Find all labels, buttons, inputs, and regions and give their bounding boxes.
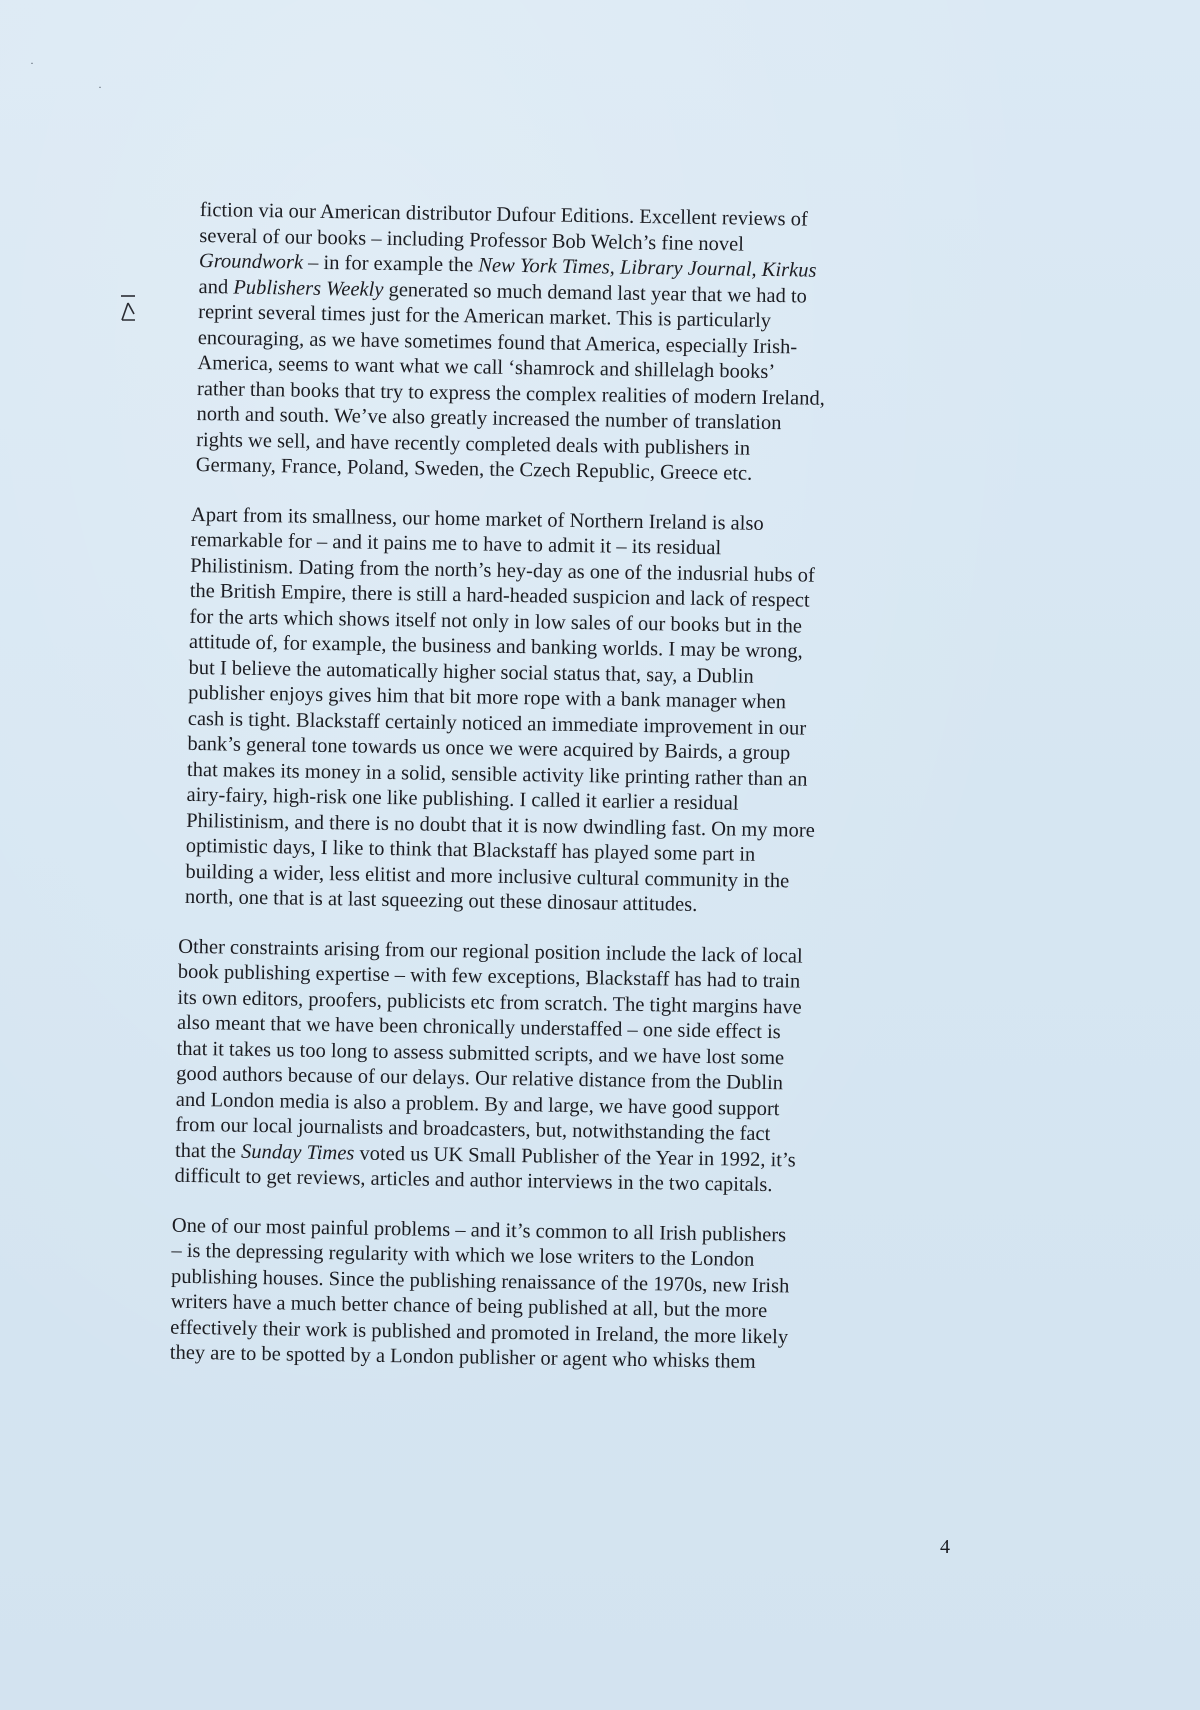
text-line: encouraging, as we have sometimes found that America, especially Irish- bbox=[197, 326, 798, 358]
text-line: and London media is also a problem. By and large, we have good support bbox=[175, 1088, 780, 1120]
paragraph-american-market bbox=[196, 198, 960, 490]
text-line: writers have a much better chance of being published at all, but the more bbox=[170, 1290, 768, 1323]
text-line: but I believe the automatically higher social status that, say, a Dublin bbox=[188, 656, 754, 688]
text-line: remarkable for – and it pains me to have to admit it – its residual bbox=[190, 528, 722, 560]
text-line: Philistinism, and there is no doubt that it is now dwindling fast. On my more bbox=[186, 809, 815, 842]
text-line: that the Sunday Times voted us UK Small Publisher of the Year in 1992, it’s bbox=[174, 1139, 796, 1171]
text-line: publisher enjoys gives him that bit more rope with a bank manager when bbox=[188, 681, 787, 714]
text-line: effectively their work is published and promoted in Ireland, the more likely bbox=[170, 1316, 789, 1348]
text-line: book publishing expertise – with few exceptions, Blackstaff has had to train bbox=[177, 960, 801, 993]
letter-body bbox=[169, 198, 960, 1402]
text-line: Other constraints arising from our regional position include the lack of local bbox=[178, 935, 803, 968]
text-line: also meant that we have been chronically understaffed – one side effect is bbox=[176, 1011, 781, 1044]
scan-speck: · bbox=[98, 80, 102, 94]
text-line: One of our most painful problems – and it’s common to all Irish publishers bbox=[171, 1214, 787, 1246]
text-line: – is the depressing regularity with which we lose writers to the London bbox=[171, 1239, 755, 1271]
text-line: north, one that is at last squeezing out these dinosaur attitudes. bbox=[184, 885, 698, 916]
text-line: they are to be spotted by a London publisher or agent who whisks them bbox=[169, 1341, 756, 1373]
text-line: Groundwork – in for example the New York Times, Library Journal, Kirkus bbox=[198, 249, 817, 282]
text-line: rather than books that try to express the complex realities of modern Ireland, bbox=[196, 377, 826, 410]
text-line: and Publishers Weekly generated so much demand last year that we had to bbox=[198, 275, 808, 308]
paragraph-regional-constraints bbox=[174, 934, 948, 1201]
text-line: rights we sell, and have recently completed deals with publishers in bbox=[196, 428, 751, 460]
text-line: optimistic days, I like to think that Blackstaff has played some part in bbox=[185, 834, 756, 866]
paragraph-home-market bbox=[185, 502, 955, 922]
text-line: that makes its money in a solid, sensible activity like printing rather than an bbox=[186, 758, 808, 791]
page-number: 4 bbox=[940, 1536, 950, 1558]
text-line: Philistinism. Dating from the north’s hey-day as one of the indusrial hubs of bbox=[190, 554, 815, 587]
text-line: airy-fairy, high-risk one like publishing. I called it earlier a residual bbox=[186, 783, 739, 815]
text-line: difficult to get reviews, articles and author interviews in the two capitals. bbox=[174, 1164, 773, 1197]
text-line: good authors because of our delays. Our relative distance from the Dublin bbox=[176, 1062, 784, 1095]
text-line: from our local journalists and broadcasters, but, notwithstanding the fact bbox=[175, 1113, 771, 1146]
text-line: reprint several times just for the American market. This is particularly bbox=[198, 300, 772, 332]
text-line: cash is tight. Blackstaff certainly noticed an immediate improvement in our bbox=[187, 707, 807, 740]
text-line: Apart from its smallness, our home market of Northern Ireland is also bbox=[190, 503, 764, 535]
text-line: Germany, France, Poland, Sweden, the Czech Republic, Greece etc. bbox=[195, 453, 753, 485]
text-line: building a wider, less elitist and more inclusive cultural community in the bbox=[185, 860, 790, 892]
margin-mark-icon bbox=[118, 294, 138, 324]
text-line: bank’s general tone towards us once we were acquired by Bairds, a group bbox=[187, 732, 791, 765]
text-line: publishing houses. Since the publishing renaissance of the 1970s, new Irish bbox=[170, 1265, 790, 1297]
text-line: for the arts which shows itself not only in low sales of our books but in the bbox=[189, 605, 803, 638]
text-line: fiction via our American distributor Dufour Editions. Excellent reviews of bbox=[199, 198, 808, 231]
text-line: that it takes us too long to assess submitted scripts, and we have lost some bbox=[176, 1037, 785, 1069]
text-line: attitude of, for example, the business and banking worlds. I may be wrong, bbox=[188, 630, 803, 663]
text-line: its own editors, proofers, publicists etc from scratch. The tight margins have bbox=[177, 986, 802, 1019]
text-line: north and south. We’ve also greatly increased the number of translation bbox=[196, 402, 782, 435]
paragraph-losing-writers bbox=[170, 1213, 944, 1378]
text-line: America, seems to want what we call ‘shamrock and shillelagh books’ bbox=[197, 351, 776, 384]
text-line: several of our books – including Professor Bob Welch’s fine novel bbox=[199, 224, 745, 256]
text-line: the British Empire, there is still a hard-headed suspicion and lack of respect bbox=[189, 579, 810, 612]
scan-speck: · bbox=[30, 56, 34, 70]
